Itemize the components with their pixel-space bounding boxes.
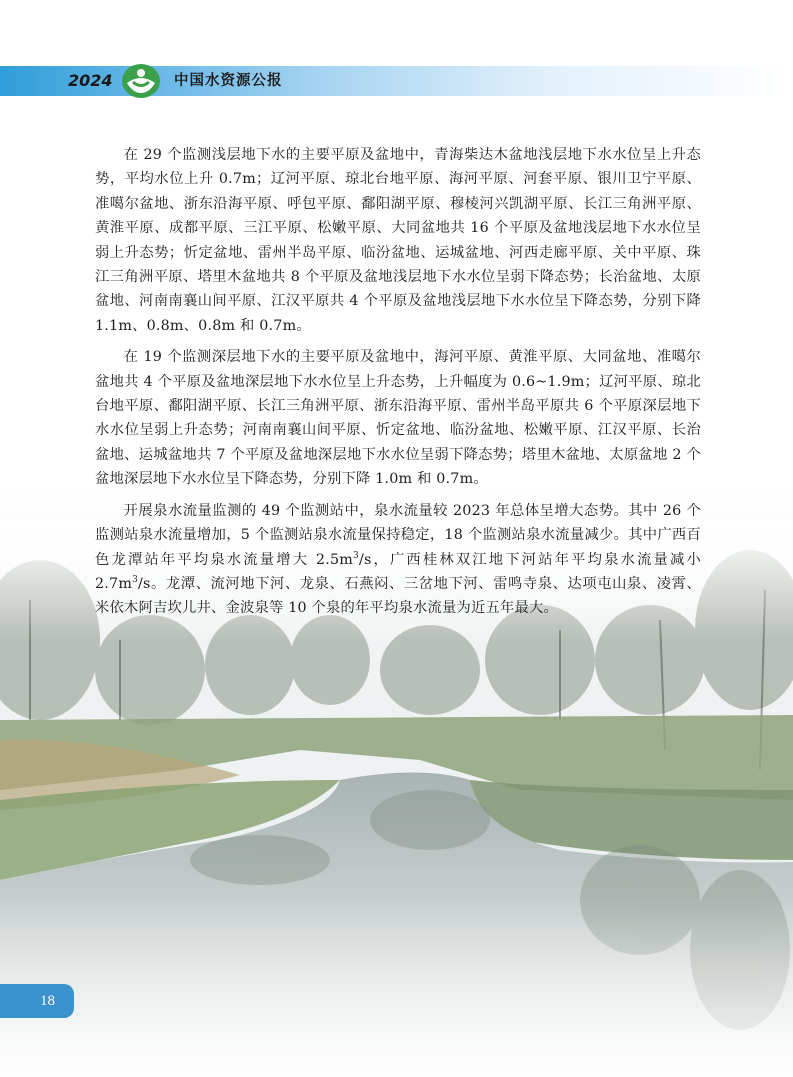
paragraph-deep-groundwater: 在 19 个监测深层地下水的主要平原及盆地中，海河平原、黄淮平原、大同盆地、准噶尔盆地共 4 个平原及盆地深层地下水水位呈上升态势，上升幅度为 0.6~1.9m；辽河平原、琼北台地平原、鄱阳湖平原、长江三角洲平原、浙东沿海平原、雷州半岛平原共 6 个平原深层地下水水位呈弱上升态势；河南南襄山间平原、忻定盆地、临汾盆地、松嫩平原、江汉平原、长治盆地、运城盆地共 7 个平原及盆地深层地下水水位呈弱下降态势；塔里木盆地、太原盆地 2 个盆地深层地下水水位呈下降态势，分别下降 1.0m 和 0.7m。 [95,349,701,488]
paragraph-spring-flow [95,499,701,621]
header-banner [0,66,793,96]
report-title: 中国水资源公报 [174,73,283,89]
superscript-3: 3 [353,550,359,561]
spring-text-a: 开展泉水流量监测的 49 个监测站中，泉水流量较 2023 年总体呈增大态势。其中 26 个监测站泉水流量增加，5 个监测站泉水流量保持稳定，18 个监测站泉水流量减少。其中广西百色龙潭站年平均泉水流量增大 2.5m [95,502,701,568]
spring-text-c: /s。龙潭、流河地下河、龙泉、石燕闷、三岔地下河、雷鸣寺泉、达项屯山泉、凌霄、米依木阿吉坎儿井、金波泉等 10 个泉的年平均泉水流量为近五年最大。 [95,575,701,617]
water-resources-logo-icon [121,63,161,99]
body-text [95,143,701,628]
paragraph-shallow-groundwater: 在 29 个监测浅层地下水的主要平原及盆地中，青海柴达木盆地浅层地下水水位呈上升态势，平均水位上升 0.7m；辽河平原、琼北台地平原、海河平原、河套平原、银川卫宁平原、准噶尔盆地、浙东沿海平原、呼包平原、鄱阳湖平原、穆棱河兴凯湖平原、长江三角洲平原、黄淮平原、成都平原、三江平原、松嫩平原、大同盆地共 16 个平原及盆地浅层地下水水位呈弱上升态势；忻定盆地、雷州半岛平原、临汾盆地、运城盆地、河西走廊平原、关中平原、珠江三角洲平原、塔里木盆地共 8 个平原及盆地浅层地下水水位呈弱下降态势；长治盆地、太原盆地、河南南襄山间平原、江汉平原共 4 个平原及盆地浅层地下水水位呈下降态势，分别下降 1.1m、0.8m、0.8m 和 0.7m。 [95,147,701,334]
spring-text-b: /s，广西桂林双江地下河站年平均泉水流量减小 2.7m [95,551,701,592]
report-year: 2024 [68,71,113,90]
superscript-3: 3 [132,575,139,586]
page-number: 18 [40,993,55,1009]
